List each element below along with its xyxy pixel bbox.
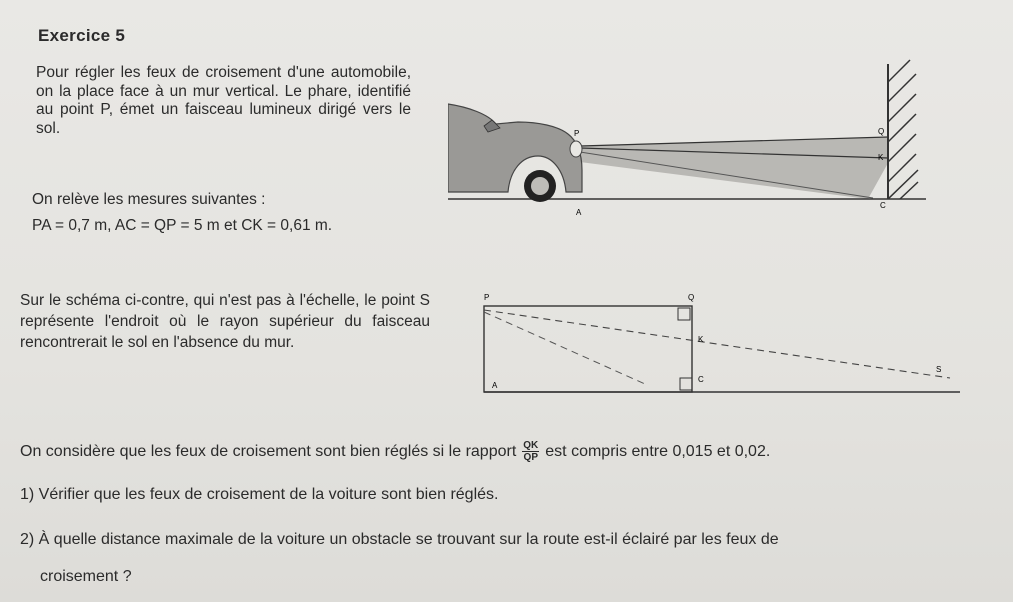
fig1-label-p: P bbox=[574, 129, 580, 138]
light-beam bbox=[580, 137, 888, 199]
condition-sentence bbox=[20, 440, 770, 463]
schema-paragraph: Sur le schéma ci-contre, qui n'est pas à l'échelle, le point S représente l'endroit où le rayon supérieur du faisceau rencontrerait le sol en l'absence du mur. bbox=[20, 292, 430, 351]
fig2-label-s: S bbox=[936, 365, 942, 374]
right-angle-c bbox=[680, 378, 692, 390]
question-1: 1) Vérifier que les feux de croisement de la voiture sont bien réglés. bbox=[20, 486, 499, 503]
measures-values: PA = 0,7 m, AC = QP = 5 m et CK = 0,61 m. bbox=[32, 217, 333, 234]
fig2-label-c: C bbox=[698, 375, 704, 384]
fig2-label-a: A bbox=[492, 381, 498, 390]
fig2-label-k: K bbox=[698, 335, 704, 344]
fig2-label-q: Q bbox=[688, 293, 695, 302]
fig1-label-k: K bbox=[878, 153, 884, 162]
condition-after: est compris entre 0,015 et 0,02. bbox=[545, 442, 771, 460]
ratio-denominator: QP bbox=[523, 452, 538, 463]
ratio-fraction bbox=[522, 440, 539, 463]
intro-paragraph: Pour régler les feux de croisement d'une automobile, on la place face à un mur vertical. Le phare, identifié au point P, émet un faisceau lumineux dirigé vers le sol. bbox=[36, 64, 411, 137]
rectangle-paqc bbox=[484, 306, 692, 392]
exercise-title: Exercice 5 bbox=[38, 26, 126, 45]
question-2-line-1: 2) À quelle distance maximale de la voiture un obstacle se trouvant sur la route est-il éclairé par les feux de bbox=[20, 531, 779, 548]
fig1-label-c: C bbox=[880, 201, 886, 210]
measures-intro: On relève les mesures suivantes : bbox=[32, 191, 266, 208]
condition-before: On considère que les feux de croisement sont bien réglés si le rapport bbox=[20, 442, 517, 460]
fig1-label-q: Q bbox=[878, 127, 885, 136]
ratio-numerator: QK bbox=[523, 440, 539, 451]
headlight bbox=[570, 141, 582, 157]
measures-block bbox=[32, 190, 452, 236]
fig2-label-p: P bbox=[484, 293, 490, 302]
wheel-rim bbox=[531, 177, 549, 195]
geometric-schema bbox=[470, 288, 970, 398]
right-angle-q bbox=[678, 308, 690, 320]
fig1-label-a: A bbox=[576, 208, 582, 217]
question-2-line-2: croisement ? bbox=[40, 568, 132, 585]
car-wall-figure bbox=[448, 52, 938, 227]
car-body bbox=[448, 104, 582, 192]
lower-ray bbox=[484, 312, 645, 384]
wall-hatching bbox=[888, 60, 918, 199]
upper-ray bbox=[484, 310, 950, 378]
